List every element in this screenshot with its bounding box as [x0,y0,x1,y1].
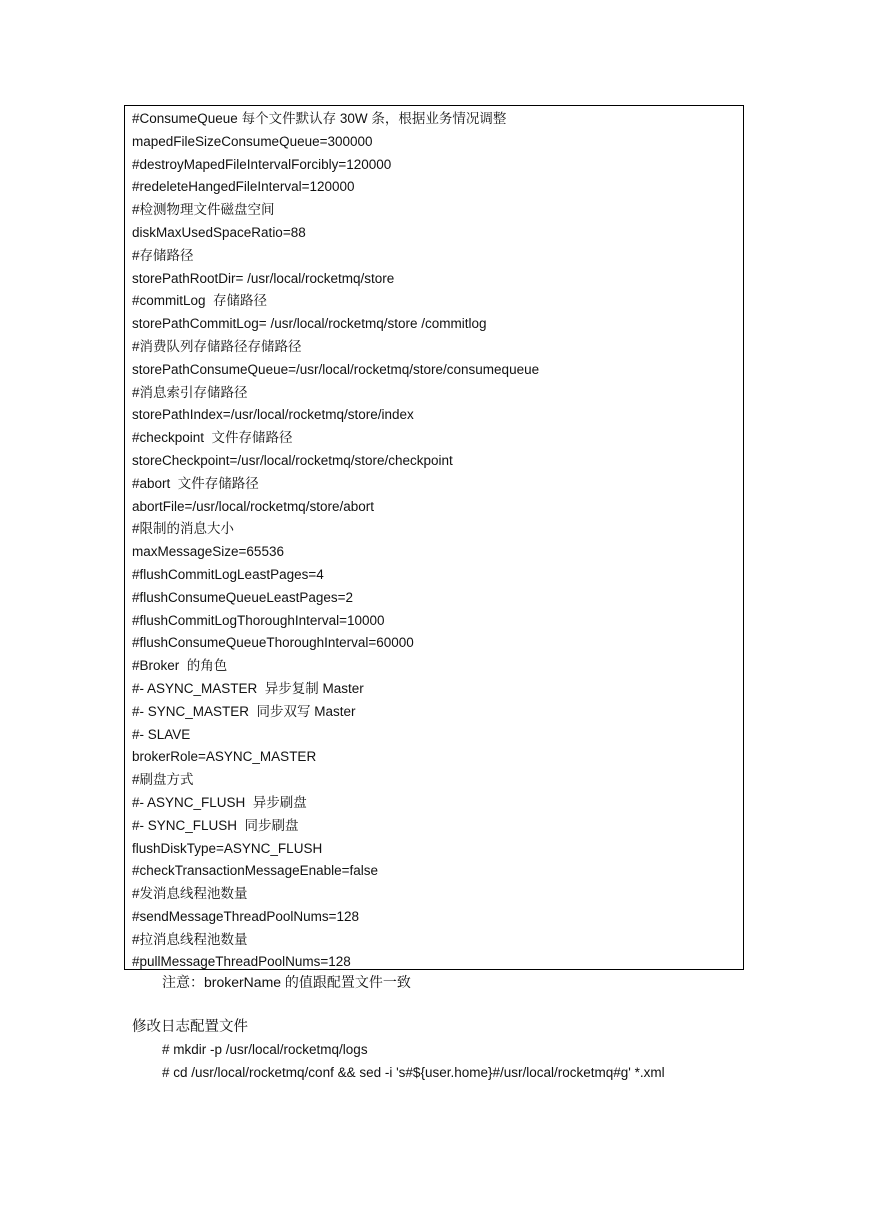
command-line: # mkdir -p /usr/local/rocketmq/logs [162,1042,368,1057]
config-line: abortFile=/usr/local/rocketmq/store/abort [132,498,374,514]
config-line: storePathConsumeQueue=/usr/local/rocketmq/store/consumequeue [132,361,540,377]
config-line: #发消息线程池数量 [132,886,248,902]
config-line: #拉消息线程池数量 [132,931,248,947]
section-heading: 修改日志配置文件 [132,1019,248,1035]
config-line: #- ASYNC_FLUSH 异步刷盘 [132,794,307,810]
config-line: maxMessageSize=65536 [132,544,284,560]
config-line: #- ASYNC_MASTER 异步复制 Master [132,680,364,696]
config-line: #刷盘方式 [132,772,194,788]
config-line: flushDiskType=ASYNC_FLUSH [132,840,323,856]
config-line: #pullMessageThreadPoolNums=128 [132,954,351,970]
config-line: #flushCommitLogThoroughInterval=10000 [132,612,385,628]
broker-name-note: 注意：brokerName 的值跟配置文件一致 [162,974,411,990]
config-line: #检测物理文件磁盘空间 [132,202,275,218]
config-line: #checkTransactionMessageEnable=false [132,863,379,879]
config-line: storePathIndex=/usr/local/rocketmq/store/index [132,407,414,423]
config-line: #消费队列存储路径存储路径 [132,338,302,354]
config-line: storePathCommitLog= /usr/local/rocketmq/store /commitlog [132,316,487,332]
config-line: storeCheckpoint=/usr/local/rocketmq/store/checkpoint [132,452,453,468]
config-line: #checkpoint 文件存储路径 [132,430,293,446]
config-line: brokerRole=ASYNC_MASTER [132,749,317,765]
config-line: #sendMessageThreadPoolNums=128 [132,908,360,924]
config-line: #destroyMapedFileIntervalForcibly=120000 [132,156,392,172]
config-code-box [124,105,744,970]
config-line: #commitLog 存储路径 [132,293,268,309]
config-line: #Broker 的角色 [132,658,228,674]
config-line: #flushConsumeQueueLeastPages=2 [132,589,354,605]
config-line: #redeleteHangedFileInterval=120000 [132,179,355,195]
config-line: #flushConsumeQueueThoroughInterval=60000 [132,635,414,651]
config-line: storePathRootDir= /usr/local/rocketmq/store [132,270,395,286]
config-line: #限制的消息大小 [132,521,235,537]
config-line: diskMaxUsedSpaceRatio=88 [132,224,306,240]
config-line: #- SLAVE [132,726,191,742]
config-line: #flushCommitLogLeastPages=4 [132,566,324,582]
config-line: #- SYNC_FLUSH 同步刷盘 [132,817,299,833]
config-line: #消息索引存储路径 [132,384,248,400]
config-line: #存储路径 [132,247,194,263]
config-line: #ConsumeQueue 每个文件默认存 30W 条，根据业务情况调整 [132,111,507,126]
config-line: #abort 文件存储路径 [132,475,259,491]
config-line: #- SYNC_MASTER 同步双写 Master [132,703,356,719]
config-line: mapedFileSizeConsumeQueue=300000 [132,133,373,149]
command-line: # cd /usr/local/rocketmq/conf && sed -i 's#${user.home}#/usr/local/rocketmq#g' *.xml [162,1065,665,1080]
